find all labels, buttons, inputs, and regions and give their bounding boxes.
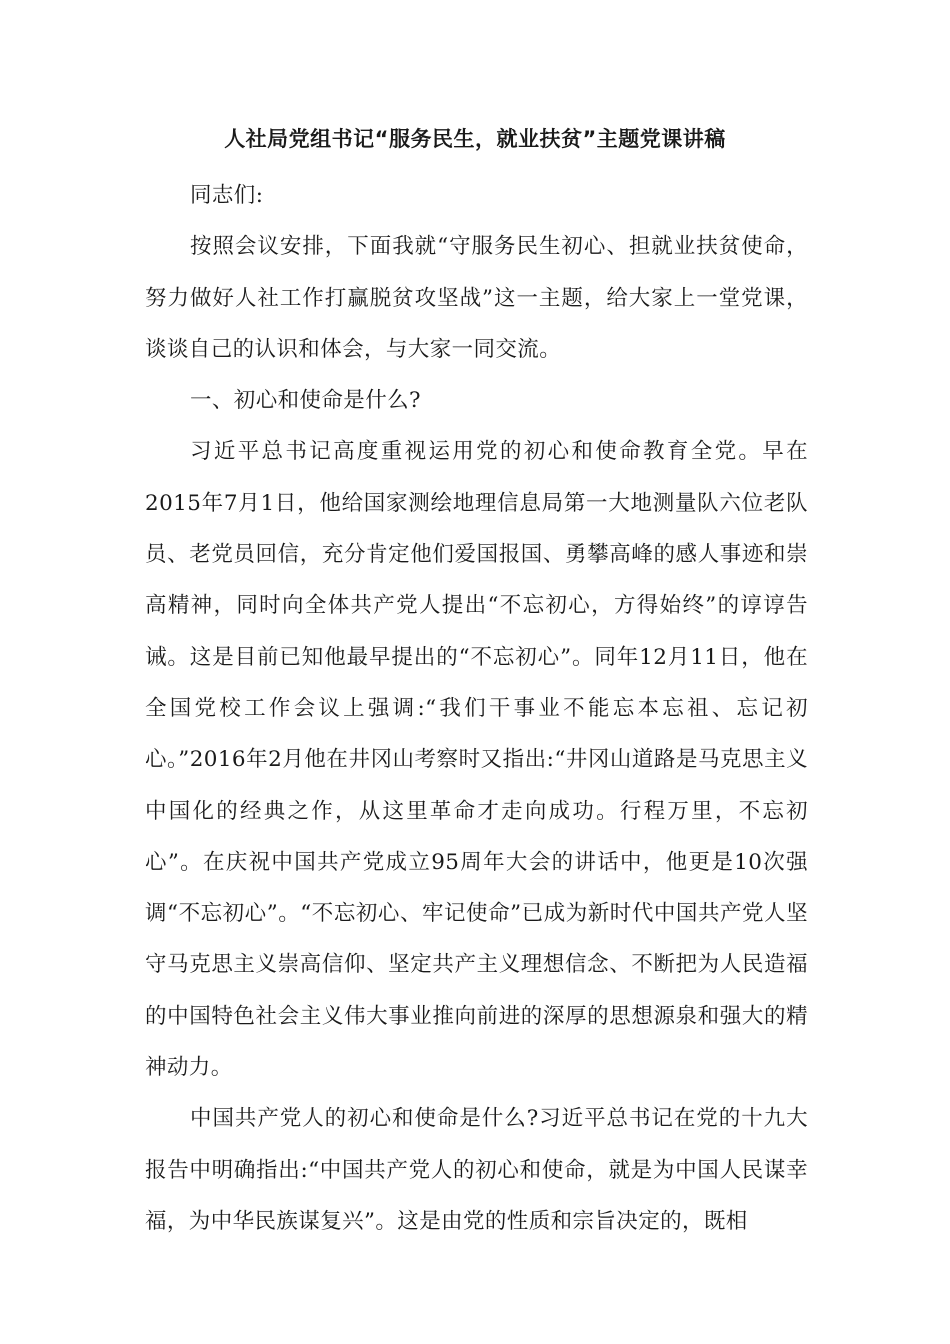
document-title: 人社局党组书记“服务民生，就业扶贫”主题党课讲稿 [224,127,726,151]
document-body [145,170,808,1247]
paragraph-body-2: 中国共产党人的初心和使命是什么?习近平总书记在党的十九大报告中明确指出:“中国共产党人的初心和使命，就是为中国人民谋幸福，为中华民族谋复兴”。这是由党的性质和宗旨决定的，既相 [145,1106,808,1234]
paragraph-body-1: 习近平总书记高度重视运用党的初心和使命教育全党。早在2015年7月1日，他给国家测绘地理信息局第一大地测量队六位老队员、老党员回信，充分肯定他们爱国报国、勇攀高峰的感人事迹和崇高精神，同时向全体共产党人提出“不忘初心，方得始终”的谆谆告诫。这是目前已知他最早提出的“不忘初心”。同年12月11日，他在全国党校工作会议上强调:“我们干事业不能忘本忘祖、忘记初心。”2016年2月他在井冈山考察时又指出:“井冈山道路是马克思主义中国化的经典之作，从这里革命才走向成功。行程万里，不忘初心”。在庆祝中国共产党成立95周年大会的讲话中，他更是10次强调“不忘初心”。“不忘初心、牢记使命”已成为新时代中国共产党人坚守马克思主义崇高信仰、坚定共产主义理想信念、不断把为人民造福的中国特色社会主义伟大事业推向前进的深厚的思想源泉和强大的精神动力。 [145,439,808,1081]
section-heading-1: 一、初心和使命是什么? [190,388,421,414]
paragraph-salutation: 同志们: [190,183,264,208]
paragraph-intro: 按照会议安排，下面我就“守服务民生初心、担就业扶贫使命，努力做好人社工作打赢脱贫攻坚战”这一主题，给大家上一堂党课，谈谈自己的认识和体会，与大家一同交流。 [145,234,808,362]
